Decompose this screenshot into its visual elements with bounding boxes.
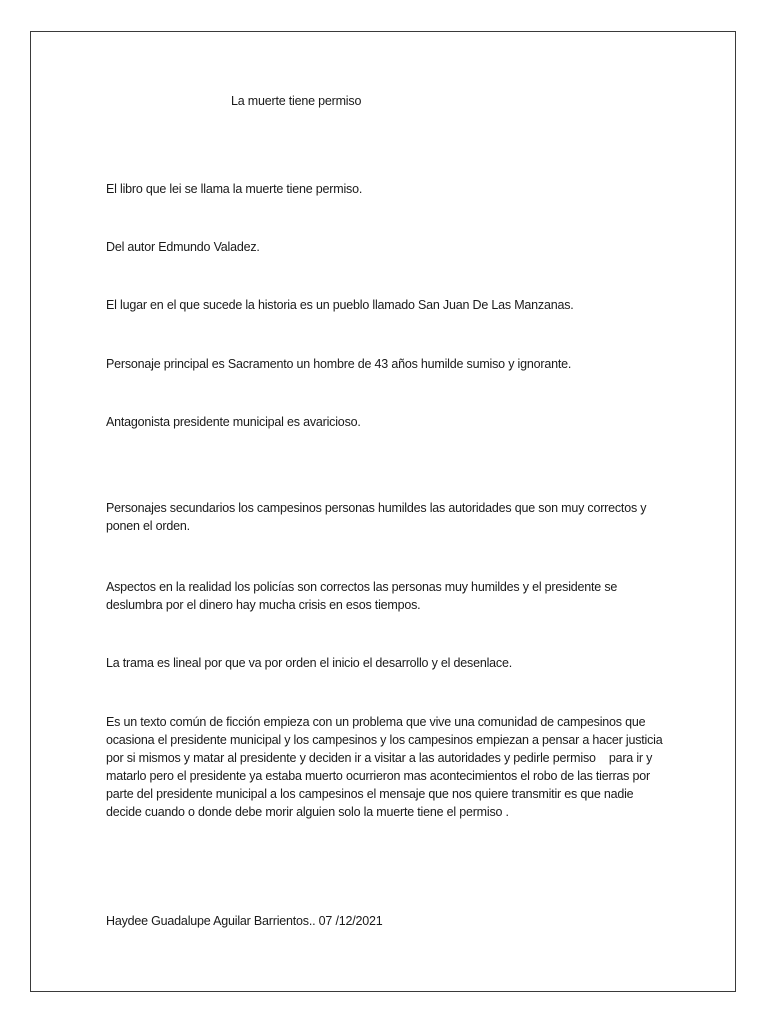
document-title: La muerte tiene permiso	[231, 94, 362, 108]
paragraph-main-character: Personaje principal es Sacramento un hombre de 43 años humilde sumiso y ignorante.	[106, 357, 572, 371]
paragraph-secondary-characters: Personajes secundarios los campesinos personas humildes las autoridades que son muy correctos y ponen el orden.	[106, 501, 647, 533]
paragraph-setting: El lugar en el que sucede la historia es un pueblo llamado San Juan De Las Manzanas.	[106, 298, 574, 312]
paragraph-book-name: El libro que lei se llama la muerte tiene permiso.	[106, 182, 363, 196]
signature-line: Haydee Guadalupe Aguilar Barrientos.. 07 /12/2021	[106, 914, 383, 928]
paragraph-author: Del autor Edmundo Valadez.	[106, 240, 260, 254]
paragraph-plot: La trama es lineal por que va por orden el inicio el desarrollo y el desenlace.	[106, 656, 512, 670]
paragraph-reality-aspects: Aspectos en la realidad los policías son correctos las personas muy humildes y el presidente se deslumbra por el dinero hay mucha crisis en esos tiempos.	[106, 580, 618, 612]
paragraph-summary: Es un texto común de ficción empieza con un problema que vive una comunidad de campesinos que ocasiona el presidente municipal y los campesinos y los campesinos empiezan a pensar a hacer justicia por si mismos y matar al presidente y deciden ir a visitar a las autoridades y pedirle permiso para ir y matarlo pero el presidente ya estaba muerto ocurrieron mas acontecimientos el robo de las tierras por parte del presidente municipal a los campesinos el mensaje que nos quiere transmitir es que nadie decide cuando o donde debe morir alguien solo la muerte tiene el permiso .	[106, 715, 666, 819]
paragraph-antagonist: Antagonista presidente municipal es avaricioso.	[106, 415, 361, 429]
